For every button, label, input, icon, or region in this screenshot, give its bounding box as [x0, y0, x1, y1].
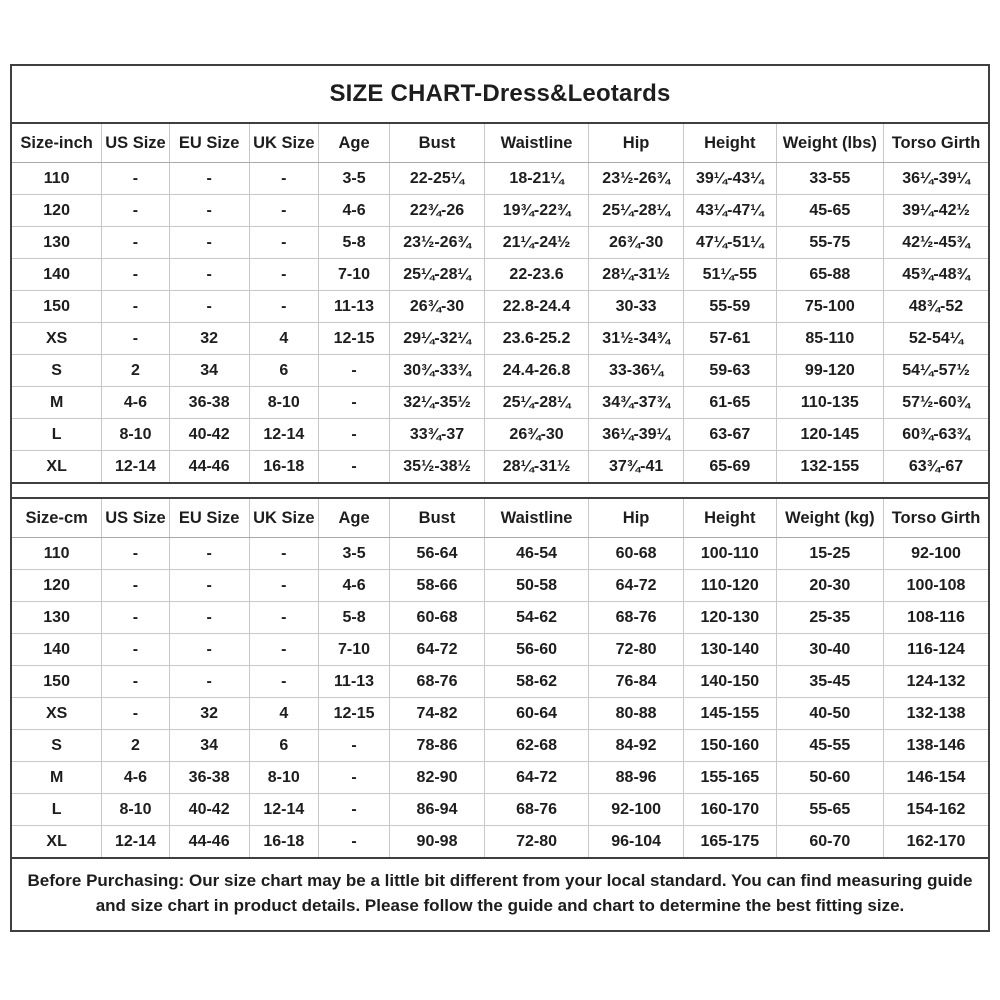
- table-divider: [12, 484, 988, 499]
- cell: 29¼-32¼: [390, 323, 485, 355]
- cell: 7-10: [318, 259, 389, 291]
- cell: -: [318, 826, 389, 859]
- cell: 37¾-41: [589, 451, 684, 484]
- table-row: [12, 259, 988, 291]
- cell: 46-54: [484, 538, 588, 570]
- cell: 78-86: [390, 730, 485, 762]
- cell: 33-55: [776, 163, 883, 195]
- cell: 8-10: [102, 794, 169, 826]
- cell: 74-82: [390, 698, 485, 730]
- cell: -: [249, 602, 318, 634]
- cell: 56-60: [484, 634, 588, 666]
- header-cell: Weight (kg): [776, 499, 883, 538]
- table-row: [12, 195, 988, 227]
- cell: -: [102, 227, 169, 259]
- cell: 99-120: [776, 355, 883, 387]
- table-row: [12, 698, 988, 730]
- cell: 12-14: [249, 419, 318, 451]
- table-row: [12, 762, 988, 794]
- cell: 68-76: [589, 602, 684, 634]
- cell: -: [249, 666, 318, 698]
- cell: 50-60: [776, 762, 883, 794]
- table-row: [12, 602, 988, 634]
- header-cell: US Size: [102, 499, 169, 538]
- cell: -: [318, 355, 389, 387]
- header-cell: Height: [683, 499, 776, 538]
- cell: 108-116: [884, 602, 988, 634]
- cell: 26¾-30: [390, 291, 485, 323]
- cell: 54¼-57½: [884, 355, 988, 387]
- header-cell: Bust: [390, 499, 485, 538]
- cell: XL: [12, 451, 102, 484]
- table-row: [12, 355, 988, 387]
- cell: 120: [12, 195, 102, 227]
- cell: L: [12, 419, 102, 451]
- header-cell: EU Size: [169, 124, 249, 163]
- cell: 26¾-30: [484, 419, 588, 451]
- cell: 63¾-67: [884, 451, 988, 484]
- cell: 130: [12, 602, 102, 634]
- cell: 36¼-39¼: [589, 419, 684, 451]
- cell: 130: [12, 227, 102, 259]
- cell: 88-96: [589, 762, 684, 794]
- cell: 57-61: [683, 323, 776, 355]
- cell: 140: [12, 259, 102, 291]
- cell: 40-42: [169, 794, 249, 826]
- cell: -: [169, 291, 249, 323]
- cell: -: [169, 259, 249, 291]
- table-row: [12, 794, 988, 826]
- cell: 32: [169, 698, 249, 730]
- cell: 23.6-25.2: [484, 323, 588, 355]
- cell: -: [249, 163, 318, 195]
- cell: 40-50: [776, 698, 883, 730]
- table-row: [12, 634, 988, 666]
- cell: 55-59: [683, 291, 776, 323]
- cell: 47¼-51¼: [683, 227, 776, 259]
- cell: 48¾-52: [884, 291, 988, 323]
- cell: -: [169, 570, 249, 602]
- header-cell: Size-inch: [12, 124, 102, 163]
- cell: 86-94: [390, 794, 485, 826]
- cell: 35½-38½: [390, 451, 485, 484]
- cell: 5-8: [318, 227, 389, 259]
- cell: 4-6: [102, 762, 169, 794]
- table-row: [12, 538, 988, 570]
- cell: 140-150: [683, 666, 776, 698]
- cell: 58-62: [484, 666, 588, 698]
- cell: 28¼-31½: [484, 451, 588, 484]
- cell: -: [169, 195, 249, 227]
- header-cell: Height: [683, 124, 776, 163]
- cell: 82-90: [390, 762, 485, 794]
- cell: 32¼-35½: [390, 387, 485, 419]
- cell: -: [169, 538, 249, 570]
- table-row: [12, 570, 988, 602]
- cell: 34¾-37¾: [589, 387, 684, 419]
- header-cell: UK Size: [249, 499, 318, 538]
- cell: -: [169, 666, 249, 698]
- cell: -: [249, 259, 318, 291]
- cell: 162-170: [884, 826, 988, 859]
- cell: 8-10: [249, 387, 318, 419]
- size-table-inch: [12, 124, 988, 484]
- cell: 4-6: [318, 195, 389, 227]
- cell: 72-80: [484, 826, 588, 859]
- cell: M: [12, 762, 102, 794]
- cell: 65-69: [683, 451, 776, 484]
- cell: 100-108: [884, 570, 988, 602]
- header-row: [12, 499, 988, 538]
- cell: 63-67: [683, 419, 776, 451]
- cell: -: [102, 602, 169, 634]
- header-cell: Age: [318, 124, 389, 163]
- cell: 2: [102, 730, 169, 762]
- cell: 34: [169, 730, 249, 762]
- table-row: [12, 323, 988, 355]
- header-cell: EU Size: [169, 499, 249, 538]
- cell: 20-30: [776, 570, 883, 602]
- cell: 68-76: [484, 794, 588, 826]
- cell: 160-170: [683, 794, 776, 826]
- page-title: SIZE CHART-Dress&Leotards: [12, 66, 988, 124]
- cell: -: [102, 698, 169, 730]
- cell: 5-8: [318, 602, 389, 634]
- cell: 22¾-26: [390, 195, 485, 227]
- cell: 56-64: [390, 538, 485, 570]
- table-row: [12, 291, 988, 323]
- cell: S: [12, 730, 102, 762]
- cell: 68-76: [390, 666, 485, 698]
- header-cell: UK Size: [249, 124, 318, 163]
- table-row: [12, 387, 988, 419]
- cell: 44-46: [169, 826, 249, 859]
- cell: 57½-60¾: [884, 387, 988, 419]
- cell: 60-70: [776, 826, 883, 859]
- cell: 24.4-26.8: [484, 355, 588, 387]
- cell: 36¼-39¼: [884, 163, 988, 195]
- cell: -: [102, 538, 169, 570]
- cell: 39¼-43¼: [683, 163, 776, 195]
- cell: 100-110: [683, 538, 776, 570]
- cell: 76-84: [589, 666, 684, 698]
- cell: 4-6: [102, 387, 169, 419]
- cell: 116-124: [884, 634, 988, 666]
- cell: 60-68: [589, 538, 684, 570]
- cell: 110: [43, 170, 70, 187]
- cell: 36-38: [169, 762, 249, 794]
- cell: 12-14: [102, 826, 169, 859]
- cell: 35-45: [776, 666, 883, 698]
- cell: -: [102, 666, 169, 698]
- header-cell: Waistline: [484, 124, 588, 163]
- cell: -: [169, 163, 249, 195]
- cell: -: [102, 291, 169, 323]
- cell: -: [169, 602, 249, 634]
- cell: XL: [12, 826, 102, 859]
- cell: 75-100: [776, 291, 883, 323]
- cell: 11-13: [318, 666, 389, 698]
- cell: -: [249, 291, 318, 323]
- cell: XS: [12, 698, 102, 730]
- cell: 62-68: [484, 730, 588, 762]
- cell: 11-13: [318, 291, 389, 323]
- size-chart-card: [10, 64, 990, 932]
- cell: -: [102, 163, 169, 195]
- cell: 31½-34¾: [589, 323, 684, 355]
- cell: 40-42: [169, 419, 249, 451]
- cell: -: [102, 323, 169, 355]
- cell: 146-154: [884, 762, 988, 794]
- cell: 120-130: [683, 602, 776, 634]
- cell: 110-135: [776, 387, 883, 419]
- cell: 7-10: [318, 634, 389, 666]
- cell: 60-68: [390, 602, 485, 634]
- cell: L: [12, 794, 102, 826]
- cell: 6: [249, 730, 318, 762]
- cell: 39¼-42½: [884, 195, 988, 227]
- cell: 15-25: [776, 538, 883, 570]
- cell: 8-10: [249, 762, 318, 794]
- cell: 145-155: [683, 698, 776, 730]
- cell: 25¼-28¼: [484, 387, 588, 419]
- cell: 30-40: [776, 634, 883, 666]
- cell: 130-140: [683, 634, 776, 666]
- cell: 21¼-24½: [484, 227, 588, 259]
- cell: 96-104: [589, 826, 684, 859]
- cell: 22.8-24.4: [484, 291, 588, 323]
- cell: 59-63: [683, 355, 776, 387]
- cell: 58-66: [390, 570, 485, 602]
- cell: 18-21¼: [484, 163, 588, 195]
- cell: 25¼-28¼: [390, 259, 485, 291]
- cell: 16-18: [249, 826, 318, 859]
- cell: -: [102, 634, 169, 666]
- cell: 3-5: [318, 163, 389, 195]
- purchase-note: Before Purchasing: Our size chart may be a little bit different from your local standard. You can find measuring guide and size chart in product details. Please follow the guide and chart to determine the best fitting size.: [27, 871, 973, 915]
- cell: 120-145: [776, 419, 883, 451]
- cell: 132-155: [776, 451, 883, 484]
- cell: 26¾-30: [589, 227, 684, 259]
- cell: 64-72: [390, 634, 485, 666]
- cell: 64-72: [589, 570, 684, 602]
- header-cell: Age: [318, 499, 389, 538]
- cell: 72-80: [589, 634, 684, 666]
- cell: 3-5: [318, 538, 389, 570]
- cell: 4-6: [318, 570, 389, 602]
- table-row: [12, 451, 988, 484]
- cell: 12-14: [102, 451, 169, 484]
- cell: 42½-45¾: [884, 227, 988, 259]
- cell: 154-162: [884, 794, 988, 826]
- header-cell: US Size: [102, 124, 169, 163]
- header-cell: Size-cm: [12, 499, 102, 538]
- cell: 30-33: [589, 291, 684, 323]
- cell: 51¼-55: [683, 259, 776, 291]
- cell: 92-100: [589, 794, 684, 826]
- cell: -: [318, 762, 389, 794]
- cell: -: [249, 634, 318, 666]
- cell: 30¾-33¾: [390, 355, 485, 387]
- header-cell: Hip: [589, 499, 684, 538]
- cell: 90-98: [390, 826, 485, 859]
- cell: 22-25¼: [390, 163, 485, 195]
- cell: -: [249, 227, 318, 259]
- cell: 80-88: [589, 698, 684, 730]
- cell: -: [318, 419, 389, 451]
- table-row: [12, 163, 988, 195]
- cell: 64-72: [484, 762, 588, 794]
- cell: 110-120: [683, 570, 776, 602]
- cell: 60-64: [484, 698, 588, 730]
- cell: 2: [102, 355, 169, 387]
- cell: 55-65: [776, 794, 883, 826]
- header-cell: Weight (lbs): [776, 124, 883, 163]
- cell: 54-62: [484, 602, 588, 634]
- cell: S: [12, 355, 102, 387]
- cell: 65-88: [776, 259, 883, 291]
- header-row: [12, 124, 988, 163]
- cell: 132-138: [884, 698, 988, 730]
- cell: -: [318, 387, 389, 419]
- cell: 4: [249, 698, 318, 730]
- table-row: [12, 419, 988, 451]
- cell: 32: [169, 323, 249, 355]
- cell: 120: [12, 570, 102, 602]
- cell: 60¾-63¾: [884, 419, 988, 451]
- table-row: [12, 227, 988, 259]
- cell: 55-75: [776, 227, 883, 259]
- table-row: [12, 666, 988, 698]
- cell: -: [318, 794, 389, 826]
- cell: 36-38: [169, 387, 249, 419]
- cell: 23½-26¾: [589, 163, 684, 195]
- cell: 25-35: [776, 602, 883, 634]
- size-table-cm: [12, 499, 988, 859]
- cell: 45-65: [776, 195, 883, 227]
- cell: 6: [249, 355, 318, 387]
- cell: XS: [12, 323, 102, 355]
- cell: 34: [169, 355, 249, 387]
- table-row: [12, 730, 988, 762]
- cell: -: [169, 227, 249, 259]
- cell: 84-92: [589, 730, 684, 762]
- cell: 124-132: [884, 666, 988, 698]
- cell: 19¾-22¾: [484, 195, 588, 227]
- cell: -: [169, 634, 249, 666]
- cell: 33¾-37: [390, 419, 485, 451]
- cell: 110: [43, 545, 70, 562]
- cell: M: [12, 387, 102, 419]
- cell: 28¼-31½: [589, 259, 684, 291]
- cell: 150: [12, 666, 102, 698]
- cell: 92-100: [884, 538, 988, 570]
- cell: 85-110: [776, 323, 883, 355]
- table-row: [12, 826, 988, 859]
- cell: 22-23.6: [484, 259, 588, 291]
- cell: 43¼-47¼: [683, 195, 776, 227]
- header-cell: Torso Girth: [884, 499, 988, 538]
- cell: 16-18: [249, 451, 318, 484]
- cell: 12-15: [318, 323, 389, 355]
- cell: 8-10: [102, 419, 169, 451]
- cell: 44-46: [169, 451, 249, 484]
- cell: 140: [12, 634, 102, 666]
- cell: 25¼-28¼: [589, 195, 684, 227]
- header-cell: Torso Girth: [884, 124, 988, 163]
- cell: -: [249, 195, 318, 227]
- cell: 45¾-48¾: [884, 259, 988, 291]
- cell: -: [318, 730, 389, 762]
- cell: -: [102, 195, 169, 227]
- cell: 165-175: [683, 826, 776, 859]
- cell: 50-58: [484, 570, 588, 602]
- cell: 4: [249, 323, 318, 355]
- cell: 23½-26¾: [390, 227, 485, 259]
- cell: 138-146: [884, 730, 988, 762]
- cell: -: [249, 538, 318, 570]
- cell: 150-160: [683, 730, 776, 762]
- cell: 12-15: [318, 698, 389, 730]
- cell: 155-165: [683, 762, 776, 794]
- header-cell: Bust: [390, 124, 485, 163]
- cell: 52-54¼: [884, 323, 988, 355]
- cell: 33-36¼: [589, 355, 684, 387]
- cell: -: [102, 570, 169, 602]
- cell: -: [318, 451, 389, 484]
- cell: 150: [12, 291, 102, 323]
- header-cell: Hip: [589, 124, 684, 163]
- header-cell: Waistline: [484, 499, 588, 538]
- cell: 61-65: [683, 387, 776, 419]
- cell: -: [102, 259, 169, 291]
- cell: 45-55: [776, 730, 883, 762]
- cell: 12-14: [249, 794, 318, 826]
- cell: -: [249, 570, 318, 602]
